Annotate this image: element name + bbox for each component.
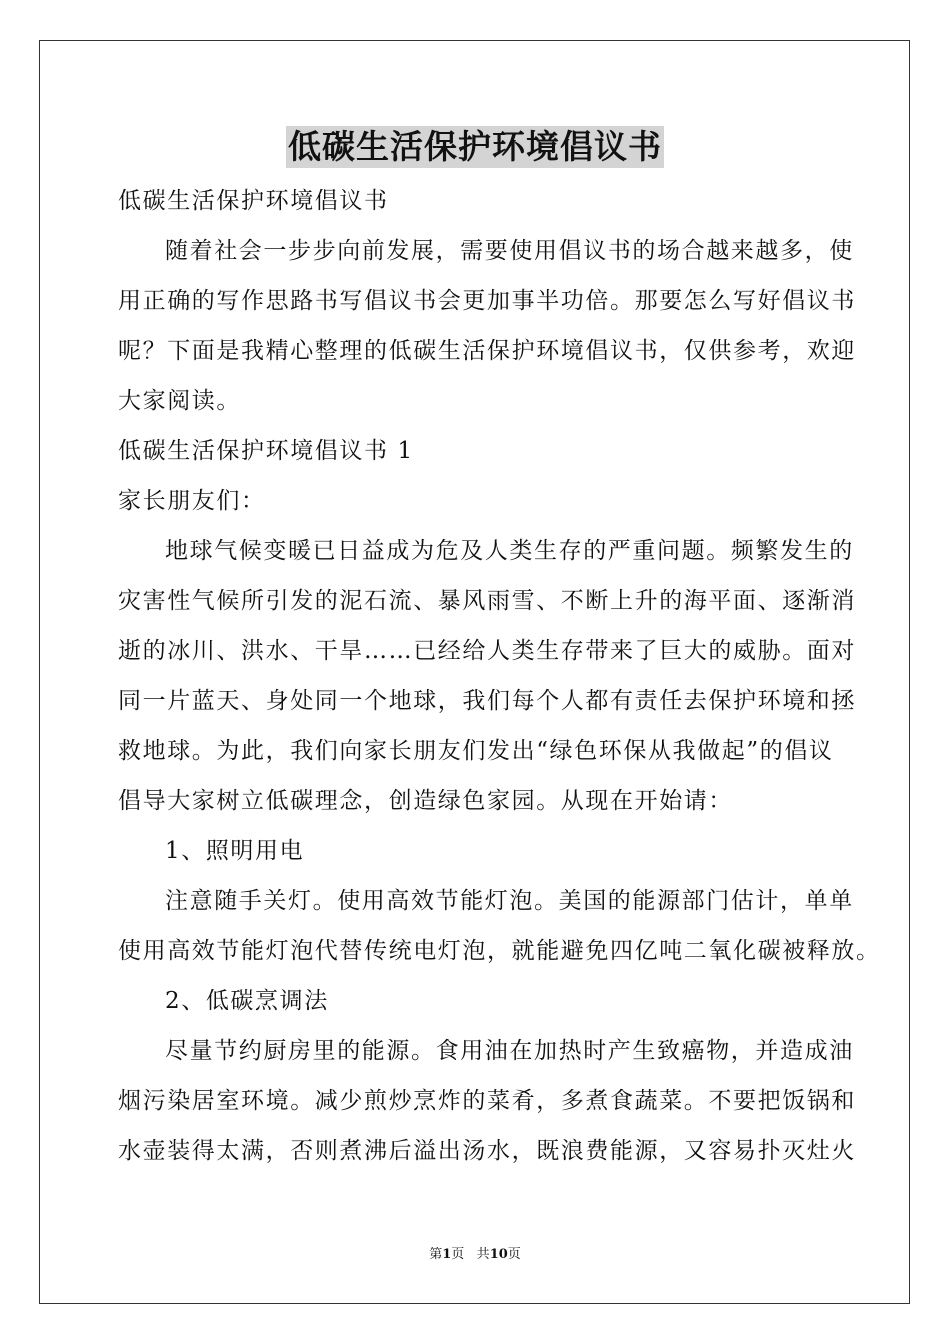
body-line: 灾害性气候所引发的泥石流、暴风雨雪、不断上升的海平面、逐渐消 [118,588,856,614]
body-line: 烟污染居室环境。减少煎炒烹炸的菜肴，多煮食蔬菜。不要把饭锅和 [118,1088,856,1114]
body-line: 逝的冰川、洪水、干旱……已经给人类生存带来了巨大的威胁。面对 [118,638,856,664]
page-footer [0,1246,950,1264]
body-line: 注意随手关灯。使用高效节能灯泡。美国的能源部门估计，单单 [165,888,854,914]
body-line: 用正确的写作思路书写倡议书会更加事半功倍。那要怎么写好倡议书 [118,288,856,314]
total-prefix: 共 [476,1247,490,1262]
total-unit: 页 [507,1247,521,1262]
document-body [118,176,881,1176]
current-page-number: 1 [442,1247,452,1262]
page-title: 低碳生活保护环境倡议书 [288,127,662,166]
total-page-count: 10 [489,1247,508,1262]
section-heading: 低碳生活保护环境倡议书 1 [118,438,414,464]
body-line: 尽量节约厨房里的能源。食用油在加热时产生致癌物，并造成油 [165,1038,854,1064]
title-container [0,126,950,168]
body-line: 倡导大家树立低碳理念，创造绿色家园。从现在开始请： [118,788,733,814]
salutation: 家长朋友们： [118,488,266,514]
body-line: 同一片蓝天、身处同一个地球，我们每个人都有责任去保护环境和拯 [118,688,856,714]
body-line: 低碳生活保护环境倡议书 [118,188,389,214]
body-line: 使用高效节能灯泡代替传统电灯泡，就能避免四亿吨二氧化碳被释放。 [118,938,881,964]
body-line: 水壶装得太满，否则煮沸后溢出汤水，既浪费能源，又容易扑灭灶火 [118,1138,856,1164]
body-line: 地球气候变暖已日益成为危及人类生存的严重问题。频繁发生的 [165,538,854,564]
body-line: 救地球。为此，我们向家长朋友们发出“绿色环保从我做起”的倡议 [118,738,834,764]
page-unit: 页 [451,1247,465,1262]
body-line: 随着社会一步步向前发展，需要使用倡议书的场合越来越多，使 [165,238,854,264]
list-item-heading: 1、照明用电 [165,838,305,864]
page-prefix: 第 [429,1247,443,1262]
list-item-heading: 2、低碳烹调法 [165,988,329,1014]
body-line: 大家阅读。 [118,388,241,414]
body-line: 呢？下面是我精心整理的低碳生活保护环境倡议书，仅供参考，欢迎 [118,338,856,364]
